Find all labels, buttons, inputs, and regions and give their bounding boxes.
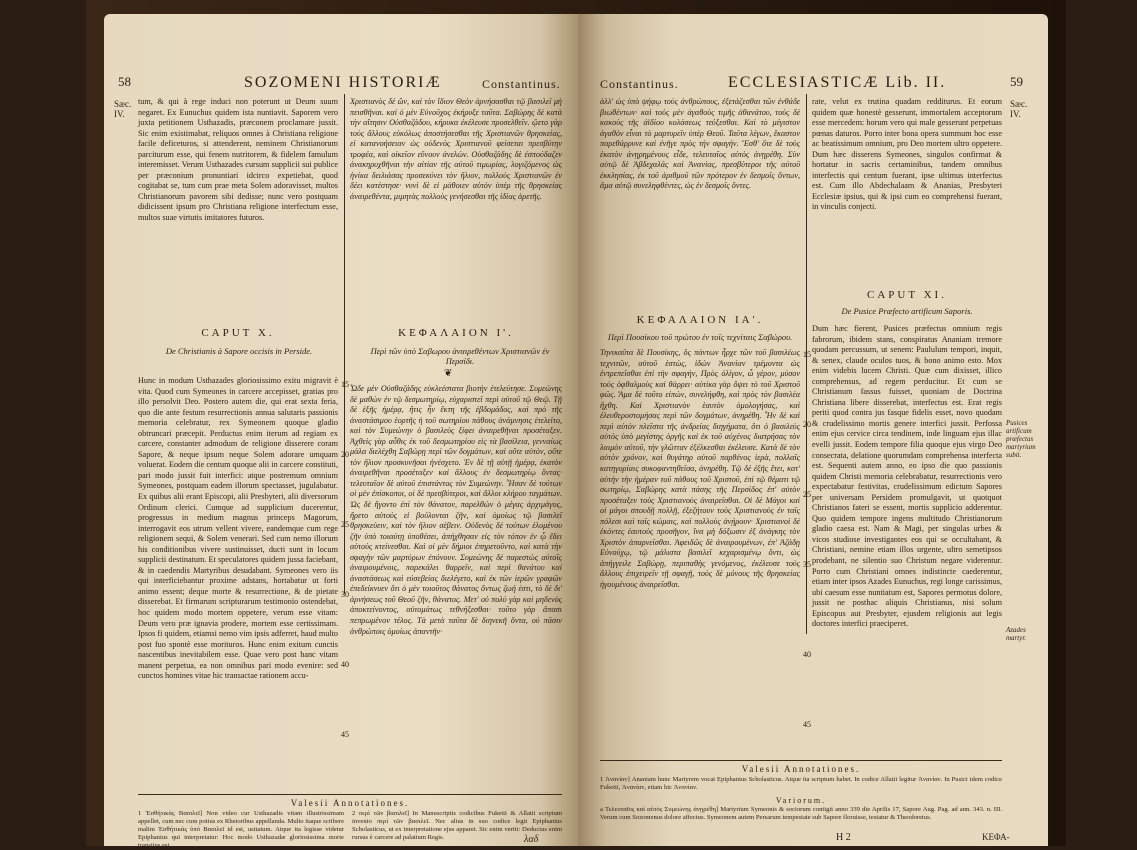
- running-head: SOZOMENI HISTORIÆ: [244, 74, 442, 91]
- chapter-argument-latin: De Christianis à Sapore occisis in Perside.: [165, 346, 313, 356]
- running-head-section: Constantinus.: [600, 77, 679, 91]
- running-head-section: Constantinus.: [482, 77, 561, 91]
- line-number: 40: [803, 650, 811, 659]
- line-number: 45: [341, 730, 349, 739]
- annotation-note: 1 Ἐσθήτικὰς Βασιλεῖ] Non video cur Usthazadis vitam illustrissimam appellet, cum nec cum potius ex Rhetoribus appellanda. Multo itaque scribere malim Ἐσθήτικὰς ὑπὸ Βασιλεῖ id est, usitatum. Atque ita legisse videtur Epiphanius qui interpretatur: Hoc modo Usthazadæ gloriosissima morte transitus est.: [138, 810, 344, 849]
- latin-column-top: tum, & qui à rege induci non poterunt ut Deum suum negaret. Ex Eunuchus quidem ista nuntiavit. Saporem vero juxta petitionem Usthazadis, præconem proclamare jussit. Sic enim existimabat, reliquos omnes à Christiana religione facile deficeturos, si attenderent, neminem Christianorum parciturum esse, qui fenem nutritorem, & fidelem famulum interemisset. Verum Usthazades cursum supplicii sui publice per præconium pronuntiari idcirco expetiebat, quod cogitabat se, tum cum prae meta Solem adoravisset, multos Christianorum pavorem sibi dedisse; nunc vero postquam didicissent ipsum pro Christiana religione interfectum esse, multos suae virtutis imitatores futuros.: [138, 97, 338, 223]
- line-number: 25: [341, 520, 349, 529]
- greek-column-body: Ὧδε μὲν Οὐσθαζάδης εὐκλεέστατα βιοτὴν ἐτελεύτησε. Συμεώνης δὲ μαθὼν ἐν τῷ δεσμωτηρίῳ, εὐχαριστεῖ περὶ αὐτοῦ τῷ Θεῷ. Τῇ δὲ ἑξῆς ἡμέρᾳ, ἥτις ἦν ἕκτη τῆς ἑβδομάδος, καὶ πρὸ τῆς ἀναστάσιμου ἑορτῆς ἡ τοῦ σωτηρίου πάθους ἀνάμνησις ἐτελεῖτο, καὶ τὸν Συμεώνην ὁ βασιλεὺς ξίφει ἀναιρεθῆναι προσέταξεν. Ἀχθεὶς γὰρ αὖθις ἐκ τοῦ δεσμωτηρίου εἰς τὰ βασίλεια, γενναίως μάλα διελέχθη Σαβώρῃ περὶ τῶν δογμάτων, καὶ οὔτε αὐτὸν, οὔτε τὸν ἥλιον προσκυνῆσαι ἠνέσχετο. Ἐν δὲ τῇ αὐτῇ ἡμέρᾳ, ἑκατὸν ἀναιρεθῆναι προσέταξεν καὶ ἄλλους ἐν δεσμωτηρίῳ ὄντας· τελευταῖον δὲ αὐτοῦ ἐπιστάντος τὸν Συμεώνην. Ἦσαν δὲ τούτων οἱ μὲν ἐπίσκοποι, οἱ δὲ πρεσβύτεροι, καὶ ἄλλοι κλήρου ταγμάτων. Ὡς δὲ ἤγοντο ἐπὶ τὸν θάνατον, παρελθὼν ὁ μέγας ἀρχιμάγος, ἤρετο αὐτοὺς εἰ βούλονται ζῆν, καὶ ὁμοίως τῷ βασιλεῖ θρησκεύειν, καὶ τὸν ἥλιον σέβειν. Οὐδενὸς δὲ τούτων ἑλομένου ζῆν ὑπὸ τοιαύτῃ ὑποθέσει, ἀπήχθησαν εἰς τὸν τόπον ἐν ᾧ ἔδει αὐτοὺς κτείνεσθαι. Καὶ οἱ μὲν δήμιοι ἐπηρετοῦντο, καὶ κατὰ τὴν σφαγὴν τῶν μαρτύρων ἐπόνουν. Συμεώνης δὲ παρεστὼς αὐτοῖς ἀναιρουμένοις, παρεκάλει θαρρεῖν, καὶ περὶ θανάτου καὶ ἀναστάσεως καὶ εὐσεβείας διελέγετο, καὶ ἐκ τῶν ἱερῶν γραφῶν ἐπεδείκνυεν ὅτι ὁ μὲν τοιοῦτος θάνατος ὄντως ζωή ἐστι, τὸ δὲ δι' ἀρνήσεως τοῦ Θεοῦ ζῆν, θάνατος. Μετ' οὐ πολὺ γὰρ καὶ μηδενὸς ἀποκτείνοντος, αὐτομάτως τεθνήξεσθαι· τοῦτο γὰρ ἅπασι πεπρωμένον τέλος. Τὰ μετὰ ταῦτα δὲ διηνεκῆ ὄντα, οὐ πᾶσιν ἀνθρώποις ὁμοίως ἀπαντῆν·: [350, 384, 562, 636]
- line-number: 15: [341, 380, 349, 389]
- chapter-argument-greek: Περὶ Πουσίκου τοῦ πρώτου ἐν τοῖς τεχνίταις Σαβώρου.: [607, 332, 793, 342]
- page-number: 58: [118, 74, 131, 89]
- line-number: 15: [803, 350, 811, 359]
- line-number: 45: [803, 720, 811, 729]
- greek-column-body: Τηνικαῦτα δὲ Πουσίκης, ὃς πάντων ἦρχε τῶν τοῦ βασιλέως τεχνιτῶν, αὐτοῦ ἑστὼς, ἰδὼν Ἀνανίαν τρέμοντα ὡς ἐντρεπεῖσθαι ἐπὶ τὴν σφαγὴν, Πρὸς ὀλίγον, ὦ γέρον, μύσον τοὺς ὀφθαλμοὺς καὶ θάρρει· αὐτίκα γὰρ ὄψει τὸ τοῦ Χριστοῦ φῶς. Ἅμα δὲ τοῦτο εἰπὼν, συνελήφθη, καὶ πρὸς τὸν βασιλέα ἤχθη. Καὶ Χριστιανὸν ἑαυτὸν ὁμολογήσας, καὶ ἐλευθεροστομήσας περὶ τῶν δογμάτων, ἀνηρέθη. Ἦν δὲ καὶ περὶ αὐτὸν πλεῖστα τῆς ἀνδρείας διηγήματα, ὅτι ὁ βασιλεὺς αὐτὸς ὑπὸ μεγίστης ὀργῆς καὶ ἐκ τοῦ αὐχένος διατρήσας τὸν λαιμὸν αὐτοῦ, τὴν γλῶτταν ἐξέλκεσθαι ἐκέλευσε. Κατὰ δὲ τὸν αὐτὸν χρόνον, καὶ θυγάτηρ αὐτοῦ παρθένος ἱερὰ, πολλαῖς κατηγορίαις συκοφαντηθεῖσα, ἀνηρέθη. Τῷ δὲ ἑξῆς ἔτει, κατ' αὐτὴν τὴν ἡμέραν τοῦ πάθους τοῦ Χριστοῦ, ἐπὶ τῷ θέματι τῷ σωτηρίῳ, Σαβώρης κατὰ πάσης τῆς Περσίδος ἐπ' αὐτὸν προσέταξεν τοὺς Χριστιανοὺς ἀναιρεῖσθαι. Οἱ δὲ Μάγοι καὶ οἱ μάγοι σπουδῇ πολλῇ, ἐξεζήτουν τοὺς Χριστιανοὺς ἐν ταῖς πόλεσι καὶ ταῖς κώμαις, καὶ πολλοὺς ἀνῄρουν· Χριστιανοὶ δὲ ἑκόντες ἑαυτοὺς προσῆγον, ἵνα μὴ δόξωσιν ἐξ ἀνάγκης τὸν Χριστὸν ἀπαρνεῖσθαι. Ἀφειδῶς δὲ ἀναιρουμένων, ἐπ' Ἀζάδῃ Εὐνούχῳ, τῷ μάλιστα βασιλεῖ κεχαρισμένῳ ὄντι, ὡς ἀπήγγειλε Σαβώρῃ, περιπαθὴς γενόμενος, ἐκέλευσε τοὺς ἄλλους ἐπιχειρεῖν τῇ σφαγῇ, τοὺς δὲ μόνους τῆς θρησκείας ἡγουμένους ἀναιρεῖσθαι.: [600, 348, 800, 590]
- notes-heading: Valesii Annotationes.: [741, 764, 861, 774]
- chapter-argument-greek: Περὶ τῶν ὑπὸ Σαβωρου ἀναιρεθέντων Χριστιανῶν ἐν Περσίδι.: [370, 346, 550, 366]
- margin-note: Azades martyr.: [1006, 626, 1027, 642]
- variorum-heading: Variorum.: [775, 796, 827, 805]
- latin-column-body: Dum hæc fierent, Pusices præfectus omnium regis fabrorum, ibidem stans, conspiratus Ananiam tremore quodam percussum, ut senem: Paululum tempori, inquit, & senex, claude oculos tuos, & bono animo esto. Mox enim videbis lucem Christi. Quæ cum dixisset, illico comprehensus, ad regem perducitur. Et cum se Christianum fassus fuisset, quoniam de Doctrina Christiana libere disserebat, interfectus est. Erat regis periti quod contra jus fasque fidelis esset, novo quodam & crudelissimo mortis genere interfici jussit. Perfossa enim ejus cervice circa tendinem, inde linguam ejus illac evelli jussit. Eodem tempore filia quoque ejus virgo Deo consecrata, delatione quorumdam comprehensa interfecta est. Sequenti autem anno, eo ipso die quo passionis quidem Christi memoria celebrabatur, resurrectionis vero expectabatur festivitas, crudelissimum edictum Sapores per universam Persidem promulgavit, ut quotquot Christianos fateri se essent, mortis supplicio adderentur. Quo quidem tempore ingens multitudo Christianorum gladio caesa est. Nam & Magi, per singulas urbes & vicos studiose investigantes eos qui se occultabant, & Christiani, nemine etiam illos urgente, ultro semetipsos prodebant, ne silentio suo Christum negare viderentur. Porro cum Christiani omnes indistincte caederentur, etiam inter ipsos Azades Eunuchus, regi longe carissimus, ubi caesum esse nuntiatum est, Sapores permotus dolore, jussit ne posthac aliquis Christianus, nisi solum Episcopus aut Presbyter, ejusdem religionis aut legis doctores interfici praeciperet.: [812, 324, 1002, 629]
- annotation-note: 2 περὶ τῶν βασιλεῖ] In Manuscriptis codicibus Fuketii & Allatii scriptum invenio περὶ τῶν βασιλεῖ. Nec alius in suo codice legit Epiphanius Scholasticus, ut ex interpretatione ejus apparet. Sic enim vertit: Deductus enim rursus è carcere ad palatium Regis.: [352, 810, 562, 841]
- line-number: 25: [803, 490, 811, 499]
- page-number: 59: [1010, 74, 1023, 89]
- line-number: 20: [803, 420, 811, 429]
- column-divider: [344, 94, 345, 594]
- notes-heading: Valesii Annotationes.: [290, 798, 410, 808]
- fleuron-ornament: ❦: [444, 368, 453, 379]
- chapter-argument-latin: De Pusice Præfecto artificum Saporis.: [841, 306, 973, 316]
- line-number: 30: [341, 590, 349, 599]
- notes-separator: [600, 760, 1002, 761]
- right-page: [578, 14, 1048, 846]
- line-number: 40: [341, 660, 349, 669]
- chapter-heading-greek: ΚΕΦΑΛΑΙΟΝ Ι'.: [398, 327, 514, 339]
- line-number: 35: [803, 560, 811, 569]
- column-divider: [806, 94, 807, 634]
- margin-note: Pusices artificum præfectus martyrium subit.: [1006, 419, 1036, 459]
- signature-mark: H 2: [836, 832, 851, 843]
- latin-column-body: Hunc in modum Usthazades gloriosissimo exitu migravit è vita. Quod cum Symeones in carcere accepisset, gratias pro illo persolvit Deo. Postero autem die, qui erat sexta feria, quo die ante festum resurrectionis annua salutaris passionis memoria celebratur, rex Symeonem quoque gladio obtruncari præcepit. Perductus enim iterum ad regiam ex carcere, constanter admodum de religione disserere coram Sapore, & neque ipsum neque Solem adorare umquam voluerat. Eodem die centum quoque alii in carcere constituti, pari modo jussit fuit interfici: atque postremum omnium Symeones, postquam eadem illorum spectasset, jugulabatur. Ex quibus alii erant Episcopi, alii Presbyteri, alii diversorum Ordinum clerici. Cumque ad supplicium ducerentur, progressus in medium magnus princeps Magorum, interrogavit eos utrum vellent vivere, eandemque cum rege religionem sequi, & Solem venerari. Sed cum nemo illorum his conditionibus vivere sustinuisset, ducti sunt in locum supplicii destinatum. Et speculatores quidem jussa faciebant, & in caedendis Martyribus desudabant. Symeones vero iis qui interficiebantur proxime adstans, hortabatur ut forti animo essent; deque morte & resurrectione, & de pietate disserebat. Et firmarum scripturarum testimonio ostendebat, hoc quidem modo mortem oppetere, verum esse vitam: Deum vero præ ignavia prodere, mortem esse certissimam. Ipsos fi quidem, etiamsi nemo vim ipsis adferret, haud multo post fuo spontè esse morituros. Hunc enim exitum cunctis nascentibus inevitabilem esse. Quae vero post hanc vitam manent perpetua, ea non omnibus pari modo evenire: sed cunctos homines vitae hic transactae rationem accu-: [138, 376, 338, 681]
- annotation-note: 1 Ἀνανίαν] Ananiam hunc Martyrem vocat Epiphanius Scholasticus. Atque ita scriptum habet. In codice Allatii legitur Ἀνανίαν. In Pusici idem codice Fuketii, Ἀνανίαν, etiam hic Ἀνανίαν.: [600, 776, 1002, 791]
- chapter-heading-latin: CAPUT XI.: [867, 289, 947, 301]
- greek-column-top: Χριστιανὸς δὲ ὢν, καὶ τὸν ἴδιον Θεὸν ἀρνήσασθαι τῷ βασιλεῖ μὴ πεισθῆναι. καὶ ὁ μὲν Εὐνοῦχος ἐκήρυξε ταῦτα. Σαβώρης δὲ κατὰ τὴν αἴτησιν Οὐσθαζάδου, κήρυκα ἐκέλευσε προσελθεῖν. ᾤετο γὰρ τοὺς ἄλλους εὐκόλως ἀποστήσεσθαι τῆς Χριστιανῶν θρησκείας, εἰ κατανοήσειαν ὡς οὐδενὸς Χριστιανοῦ φείσεται πρεσβύτην τροφέα, καὶ οἰκεῖον εὔνουν ἀνελών. Οὐσθαζάδης δὲ ἐσπούδαζεν ἀνακηρυχθῆναι τὴν αἰτίαν τῆς αὐτοῦ τιμωρίας, λογιζόμενος ὡς ἡνίκα δειλιάσας προσεκύνει τὸν ἥλιον, πολλοὺς Χριστιανῶν ἐν δέει κατέστησε· νυνὶ δὲ εἰ μάθοιεν αὐτὸν ὑπὲρ τῆς θρησκείας ἀναιρεθέντα, μιμητὰς πολλοὺς γενήσεσθαι τῆς ἰδίας ἀρετῆς.: [350, 97, 562, 201]
- left-page: [104, 14, 578, 849]
- chapter-heading-greek: ΚΕΦΑΛΑΙΟΝ ΙΑ'.: [636, 314, 764, 326]
- catchword: ΚΕΦΑ-: [982, 832, 1010, 842]
- line-number: 20: [341, 450, 349, 459]
- catchword: λαδ: [524, 834, 539, 845]
- greek-column-top: ἀλλ' ὡς ὑπὸ ψήφῳ τοὺς ἀνθρώπους, ἐξετάζεσθαι τῶν ἐνθάδε βιωθέντων· καὶ τοὺς μὲν ἀγαθοὺς τιμῆς ἀθανάτου, τοὺς δὲ κακοὺς τῆς ἀϊδίου κολάσεως τεύξεσθαι. Καὶ τὸ μέγιστον ἀγαθὸν εἶναι τὸ μαρτυρεῖν ὑπὲρ Θεοῦ. Ταῦτα λέγων, ἕκαστον παρεθάρρυνε καὶ ἐνῆγε πρὸς τὴν σφαγήν. Ἔσθ' ὅτε δὲ τοὺς ἑκατὸν ἀνῃρημένους εἶδε, τελευταῖος αὐτὸς ἀνῃρέθη. Σὺν αὐτῷ δὲ Ἀβδεχαλᾶς καὶ Ἀνανίας, πρεσβύτεροι τῆς αὐτοῦ ἐκκλησίας, ἐκ τοῦ ἀριθμοῦ τῶν πρότερον ἐν δεσμοῖς ὄντων, ἅμα αὐτῷ συνεληφθέντες, ὡς ἐν δεσμοῖς ὄντες.: [600, 97, 800, 191]
- running-head: ECCLESIASTICÆ Lib. II.: [728, 74, 947, 91]
- latin-column-top: rate, velut ex trutina quadam redditurus. Et eorum quidem quæ honestè gesserunt, immortalem acceptorum esse mercedem: horum vero qui male gesserunt perpetuas pœnas daturos. Porro inter bona opera summum hoc esse ac beatissimum omnium, pro Deo mortem ultro oppetere. Dum hæc disserens Symeones, singulos confirmat & hortatur in sacris certaminibus, tandem omnibus interfectis qui centum fuerant, ipse ultimus interfectus est. Cum illo Abdechalaam & Ananias, Presbyteri Ecclesiæ ipsius, qui & ipsi cum eo comprehensi fuerant, in vinculis conjecti.: [812, 97, 1002, 212]
- notes-separator: [138, 794, 562, 795]
- century-note: Sæc. IV.: [1010, 99, 1028, 119]
- chapter-heading-latin: CAPUT X.: [201, 327, 275, 339]
- century-note: Sæc. IV.: [114, 99, 132, 119]
- annotation-note: a Τελευταῖος καὶ αὐτὸς Συμεώνης ἀνῃρέθη] Martyrium Symeonis & sociorum contigit anno 339 die Aprilis 17, Sapore Aug. Pag. ad ann. 343. n. III. Verum cum Sozomenus dolore affectus. Symeonem autem Persarum tempestate sub Sapore floruisse, testatur & Theodoretus.: [600, 806, 1002, 821]
